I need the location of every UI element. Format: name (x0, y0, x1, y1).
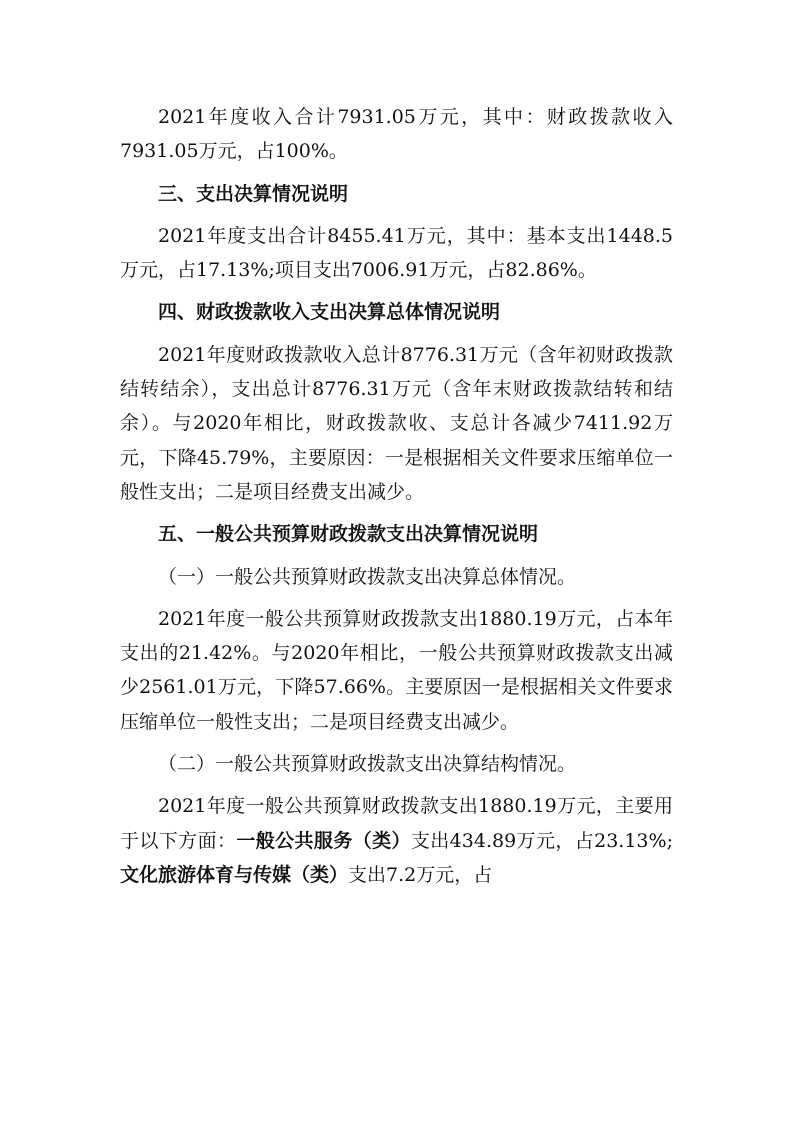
category-general-public-services-text: 支出434.89万元，占23.13%; (410, 829, 673, 852)
category-culture-tourism-sports-media-text: 支出7.2万元，占 (348, 863, 493, 886)
section3-body: 2021年度支出合计8455.41万元，其中：基本支出1448.5万元，占17.13%;项目支出7006.91万元，占82.86%。 (120, 224, 673, 282)
document-page (120, 100, 673, 900)
sub2-body-start: 2021年度一般公共预算财政拨款支出1880.19万元，主要用于以下方面： (120, 795, 673, 852)
section5-subheading-2: （二）一般公共预算财政拨款支出决算结构情况。 (158, 753, 577, 776)
income-summary-paragraph: 2021年度收入合计7931.05万元，其中：财政拨款收入7931.05万元，占100%。 (120, 106, 673, 163)
section5-sub1-body: 2021年度一般公共预算财政拨款支出1880.19万元，占本年支出的21.42%。与2020年相比，一般公共预算财政拨款支出减少2561.01万元，下降57.66%。主要原因一是根据相关文件要求压缩单位一般性支出；二是项目经费支出减少。 (120, 607, 673, 733)
section4-body: 2021年度财政拨款收入总计8776.31万元（含年初财政拨款结转结余），支出总计8776.31万元（含年末财政拨款结转和结余）。与2020年相比，财政拨款收、支总计各减少7411.92万元，下降45.79%，主要原因：一是根据相关文件要求压缩单位一般性支出；二是项目经费支出减少。 (120, 343, 673, 503)
category-general-public-services: 一般公共服务（类） (236, 829, 411, 852)
section4-heading: 四、财政拨款收入支出决算总体情况说明 (158, 301, 501, 324)
category-culture-tourism-sports-media: 文化旅游体育与传媒（类） (120, 863, 349, 886)
section5-heading: 五、一般公共预算财政拨款支出决算情况说明 (158, 523, 539, 546)
section3-heading: 三、支出决算情况说明 (158, 182, 349, 205)
section5-sub2-body (120, 789, 673, 892)
section5-subheading-1: （一）一般公共预算财政拨款支出决算总体情况。 (158, 565, 577, 588)
